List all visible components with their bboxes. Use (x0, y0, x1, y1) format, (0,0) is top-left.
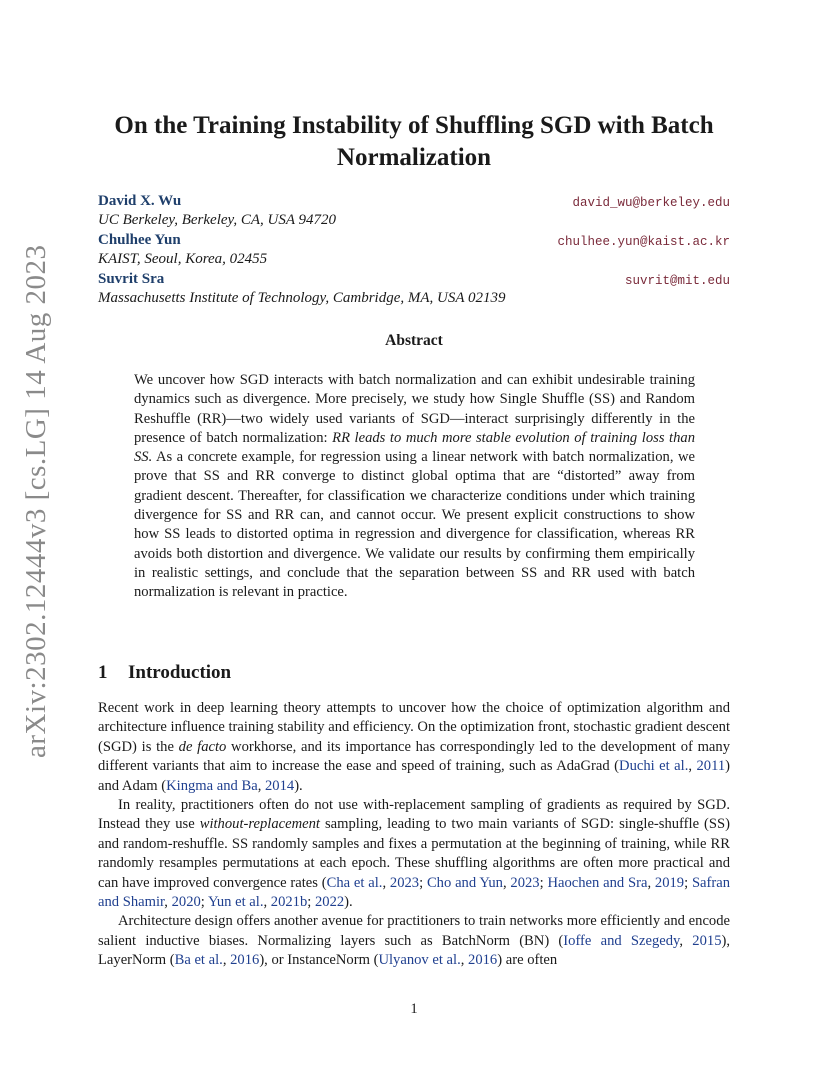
section-heading-introduction (98, 662, 231, 684)
citation-link[interactable]: Yun et al. (207, 894, 264, 911)
title-line-1: On the Training Instability of Shuffling SGD with Batch (114, 112, 714, 139)
text: ; (200, 894, 208, 911)
author-affiliation-3: Massachusetts Institute of Technology, Cambridge, MA, USA 02139 (98, 290, 506, 306)
text: , (647, 874, 655, 891)
paragraph-2 (98, 796, 730, 912)
citation-link[interactable]: 2020 (171, 894, 201, 911)
paragraph-1 (98, 699, 730, 796)
abstract-heading: Abstract (385, 332, 443, 349)
text: sampling, leading to two main variants of SGD: single-shuffle (SS) and random-reshuffle. SS randomly samples and fixes a permutation at the beginning of training, while RR randomly resamples permutations at each epoch. These shuffling algorithms are often more practical and can have improved convergence rates ( (98, 816, 730, 891)
citation-link[interactable]: 2022 (314, 894, 345, 911)
citation-link[interactable]: Ulyanov et al. (378, 952, 461, 969)
citation-link[interactable]: 2016 (468, 952, 498, 969)
author-affiliation-1: UC Berkeley, Berkeley, CA, USA 94720 (98, 212, 336, 228)
text: Recent work in deep learning theory attempts to uncover how the choice of optimization algorithm and architecture influence training stability and efficiency. On the optimization front, stochastic gradient descent (SGD) is the (98, 700, 730, 755)
abstract-text-part-1: We uncover how SGD interacts with batch normalization and can exhibit undesirable training dynamics such as divergence. More precisely, we study how Single Shuffle (SS) and Random Reshuffle (RR)—two widely used variants of SGD—interact surprisingly differently in the presence of batch normalization: (134, 372, 695, 446)
author-name-3: Suvrit Sra (98, 271, 165, 287)
text: ), or InstanceNorm ( (259, 952, 379, 969)
paragraph-3 (98, 912, 730, 970)
section-title: Introduction (128, 662, 232, 683)
citation-link[interactable]: 2015 (692, 932, 722, 949)
text: Architecture design offers another avenue for practitioners to train networks more efficiently and encode salient inductive biases. Normalizing layers such as BatchNorm (BN) ( (98, 913, 730, 949)
citation-link[interactable]: Safran and Shamir (98, 874, 731, 911)
text: , (164, 894, 172, 911)
text: ), LayerNorm ( (98, 932, 730, 969)
title-line-2: Normalization (336, 144, 492, 171)
text: ) are often (497, 952, 558, 969)
abstract-text (134, 371, 695, 603)
text: , (222, 952, 231, 969)
text: , (257, 777, 265, 794)
introduction-body (98, 699, 730, 971)
citation-link[interactable]: 2014 (265, 777, 295, 794)
emphasis: de facto (178, 738, 227, 755)
author-affiliation-2: KAIST, Seoul, Korea, 02455 (98, 251, 268, 267)
author-email-1[interactable]: david_wu@berkeley.edu (572, 196, 730, 210)
arxiv-identifier: arXiv:2302.12444v3 [cs.LG] 14 Aug 2023 (20, 244, 52, 758)
text: , (679, 932, 693, 949)
author-email-2[interactable]: chulhee.yun@kaist.ac.kr (557, 235, 730, 249)
citation-link[interactable]: Haochen and Sra (547, 874, 648, 891)
citation-link[interactable]: Ioffe and Szegedy (563, 932, 680, 949)
author-name-2: Chulhee Yun (98, 232, 181, 248)
text: In reality, practitioners often do not use with-replacement sampling of gradients as required by SGD. Instead they use (98, 797, 730, 833)
citation-link[interactable]: 2011 (696, 758, 726, 775)
citation-link[interactable]: Ba et al. (174, 952, 223, 969)
author-name-1: David X. Wu (98, 193, 182, 209)
abstract-emphasis: RR leads to much more stable evolution of training loss than SS. (134, 429, 695, 466)
paper-title (98, 110, 730, 174)
citation-link[interactable]: Cha et al. (326, 874, 383, 891)
page-number: 1 (410, 1001, 418, 1017)
text: , (688, 758, 697, 775)
section-number: 1 (98, 662, 108, 683)
citation-link[interactable]: Kingma and Ba (166, 777, 258, 794)
text: ). (344, 894, 353, 911)
text: ; (684, 874, 692, 891)
text: ). (294, 777, 303, 794)
text: , (502, 874, 511, 891)
citation-link[interactable]: Cho and Yun (426, 874, 503, 891)
text: , (382, 874, 390, 891)
emphasis: without-replacement (199, 816, 320, 833)
text: workhorse, and its importance has correspondingly led to the development of many different variants that aim to increase the ease and speed of training, such as AdaGrad ( (98, 738, 730, 775)
text: , (263, 894, 271, 911)
citation-link[interactable]: 2021b (270, 894, 308, 911)
abstract-text-part-2: As a concrete example, for regression using a linear network with batch normalization, we prove that SS and RR converge to distinct global optima that are “distorted” away from gradient descent. Thereafter, for classification we characterize conditions under which training divergence for SS and RR can, and cannot occur. We present explicit constructions to show how SS leads to distorted optima in regression and divergence for classification, whereas RR avoids both distortion and divergence. We validate our results by confirming them empirically in realistic settings, and conclude that the separation between SS and RR used with batch normalization is relevant in practice. (134, 449, 695, 601)
text: ; (307, 894, 315, 911)
text: ; (539, 874, 548, 891)
text: , (460, 952, 469, 969)
citation-link[interactable]: 2023 (510, 874, 540, 891)
citation-link[interactable]: 2016 (230, 952, 260, 969)
text: ; (419, 874, 427, 891)
citation-link[interactable]: 2023 (389, 874, 420, 891)
citation-link[interactable]: Duchi et al. (619, 758, 689, 775)
author-email-3[interactable]: suvrit@mit.edu (624, 274, 730, 288)
text: ) and Adam ( (98, 758, 731, 794)
citation-link[interactable]: 2019 (654, 874, 685, 891)
